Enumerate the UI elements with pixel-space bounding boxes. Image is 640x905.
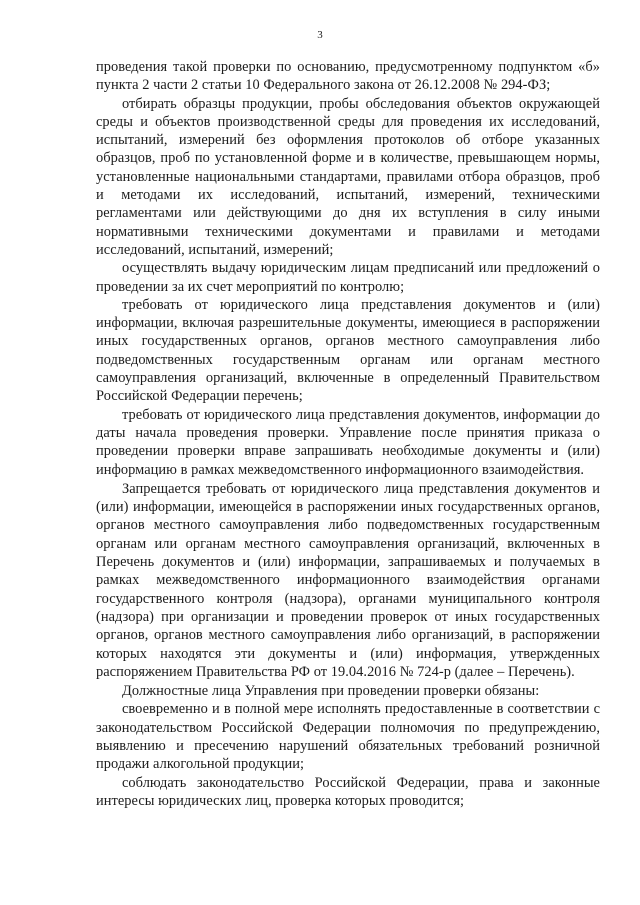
body-text (96, 58, 600, 810)
paragraph: требовать от юридического лица представления документов и (или) информации, включая разрешительные документы, имеющиеся в распоряжении иных государственных органов, органов местного самоуправления либо подведомственных государственным органам или органам местного самоуправления организаций, включенные в определенный Правительством Российской Федерации перечень; (96, 296, 600, 405)
page-number: 3 (317, 29, 323, 41)
paragraph: проведения такой проверки по основанию, предусмотренному подпунктом «б» пункта 2 части 2 статьи 10 Федерального закона от 26.12.2008 № 294-ФЗ; (96, 59, 600, 94)
paragraph: осуществлять выдачу юридическим лицам предписаний или предложений о проведении за их счет мероприятий по контролю; (96, 260, 600, 295)
paragraph: Запрещается требовать от юридического лица представления документов и (или) информации, имеющейся в распоряжении иных государственных органов, органов местного самоуправления либо подведомственных государственным органам или органам местного самоуправления организаций, включенных в Перечень документов и (или) информации, запрашиваемых и получаемых в рамках межведомственного информационного взаимодействия органами государственного контроля (надзора), органами муниципального контроля (надзора) при организации и проведении проверок от иных государственных органов, органов местного самоуправления либо организаций, в распоряжении которых находятся эти документы и (или) информация, утвержденных распоряжением Правительства РФ от 19.04.2016 № 724-р (далее – Перечень). (96, 480, 600, 680)
paragraph: соблюдать законодательство Российской Федерации, права и законные интересы юридических лиц, проверка которых проводится; (96, 774, 600, 809)
paragraph: требовать от юридического лица представления документов, информации до даты начала проведения проверки. Управление после принятия приказа о проведении проверки вправе запрашивать необходимые документы и (или) информацию в рамках межведомственного информационного взаимодействия. (96, 406, 600, 478)
paragraph: своевременно и в полной мере исполнять предоставленные в соответствии с законодательством Российской Федерации полномочия по предупреждению, выявлению и пресечению нарушений обязательных требований розничной продажи алкогольной продукции; (96, 701, 600, 773)
paragraph: отбирать образцы продукции, пробы обследования объектов окружающей среды и объектов производственной среды для проведения их исследований, испытаний, измерений без оформления протоколов об отборе указанных образцов, проб по установленной форме и в количестве, превышающем нормы, установленные национальными стандартами, правилами отбора образцов, проб и методами их исследований, испытаний, измерений, техническими регламентами или действующими до дня их вступления в силу иными нормативными техническими документами и правилами и методами исследований, испытаний, измерений; (96, 95, 600, 258)
paragraph: Должностные лица Управления при проведении проверки обязаны: (122, 683, 540, 700)
